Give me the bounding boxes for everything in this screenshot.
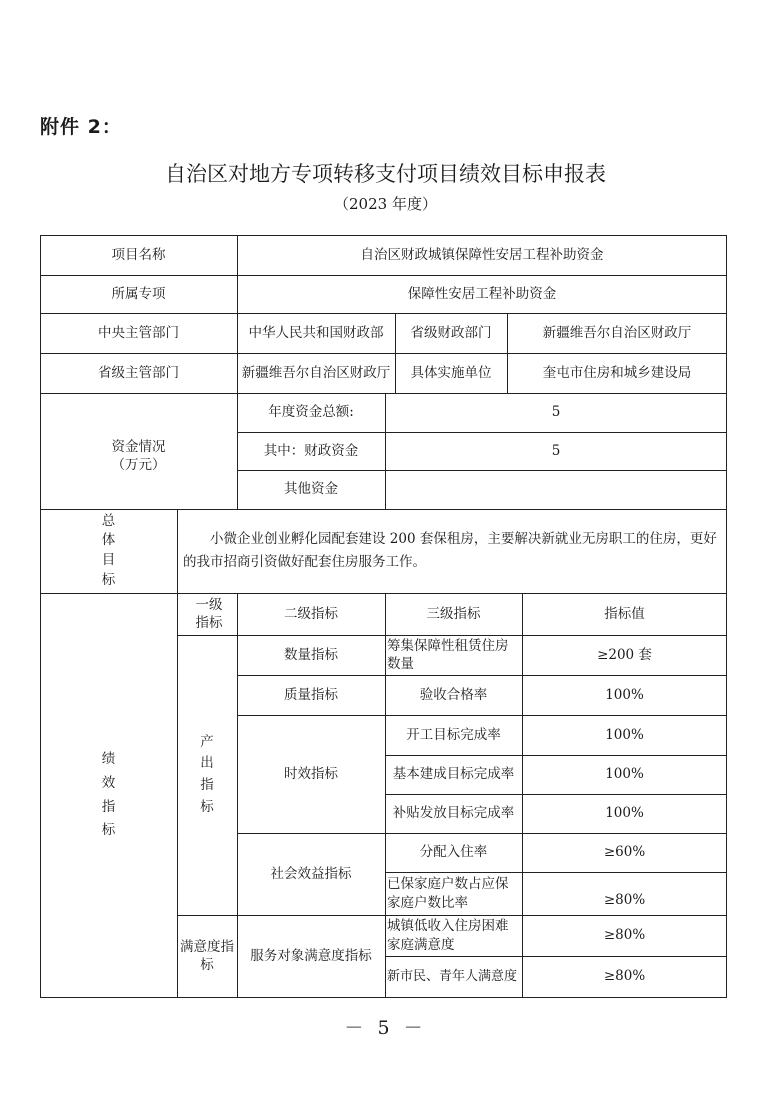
output-indicator-label: 产 出 指 标 bbox=[200, 733, 214, 815]
group-service: 服务对象满意度指标 bbox=[250, 947, 372, 964]
value-row-9: ≥80% bbox=[603, 968, 646, 985]
group-timeliness: 时效指标 bbox=[284, 765, 338, 782]
finance-funds-value: 5 bbox=[551, 442, 561, 459]
value-row-6: ≥60% bbox=[603, 844, 646, 861]
special-value: 保障性安居工程补助资金 bbox=[407, 285, 557, 302]
value-row-8: ≥80% bbox=[603, 927, 646, 944]
header-value: 指标值 bbox=[604, 605, 645, 622]
level3-row-5: 补贴发放目标完成率 bbox=[392, 805, 515, 822]
value-row-4: 100% bbox=[605, 766, 644, 783]
overall-goal-text: 小微企业创业孵化园配套建设 200 套保租房，主要解决新就业无房职工的住房，更好的我市招商引资做好配套住房服务工作。 bbox=[183, 531, 717, 570]
level3-row-3: 开工目标完成率 bbox=[406, 726, 501, 743]
value-row-5: 100% bbox=[605, 805, 644, 822]
funds-label bbox=[40, 393, 237, 509]
group-quality: 质量指标 bbox=[284, 686, 338, 703]
document-year: （2023 年度） bbox=[334, 195, 437, 213]
value-row-7: ≥80% bbox=[603, 892, 646, 909]
impl-unit-value: 奎屯市住房和城乡建设局 bbox=[542, 364, 692, 381]
header-level3: 三级指标 bbox=[426, 605, 481, 622]
other-funds-label: 其他资金 bbox=[284, 481, 338, 498]
prov-dept-value: 新疆维吾尔自治区财政厅 bbox=[241, 364, 391, 381]
value-row-2: 100% bbox=[605, 686, 644, 703]
annual-total-label: 年度资金总额: bbox=[268, 404, 354, 421]
attachment-label: 附件 2： bbox=[40, 116, 122, 138]
funds-label-line2: （万元） bbox=[111, 457, 166, 473]
satisfaction-indicator-label: 满意度指 标 bbox=[180, 938, 234, 973]
level3-row-1: 筹集保障性租赁住房数量 bbox=[387, 637, 509, 672]
other-funds-value bbox=[385, 470, 727, 509]
project-name-value: 自治区财政城镇保障性安居工程补助资金 bbox=[360, 246, 604, 263]
value-row-3: 100% bbox=[605, 726, 644, 743]
performance-table bbox=[40, 235, 727, 998]
document-title: 自治区对地方专项转移支付项目绩效目标申报表 bbox=[165, 162, 606, 186]
header-level1: 一级指标 bbox=[195, 596, 223, 631]
annual-total-value: 5 bbox=[551, 404, 561, 421]
prov-finance-label: 省级财政部门 bbox=[410, 324, 492, 341]
group-social: 社会效益指标 bbox=[270, 865, 352, 882]
level3-row-7: 已保家庭户数占应保家庭户数比率 bbox=[387, 876, 509, 911]
special-label: 所属专项 bbox=[111, 285, 166, 302]
group-quantity: 数量指标 bbox=[284, 646, 338, 663]
central-dept-value: 中华人民共和国财政部 bbox=[248, 324, 384, 341]
page-number: － 5 － bbox=[344, 1017, 427, 1039]
impl-unit-label: 具体实施单位 bbox=[410, 364, 492, 381]
level3-row-8: 城镇低收入住房困难家庭满意度 bbox=[387, 918, 509, 953]
level3-row-6: 分配入住率 bbox=[419, 844, 488, 861]
value-row-1: ≥200 套 bbox=[597, 646, 652, 663]
level3-row-4: 基本建成目标完成率 bbox=[392, 766, 515, 783]
performance-label: 绩 效 指 标 bbox=[101, 751, 116, 839]
central-dept-label: 中央主管部门 bbox=[98, 324, 179, 341]
prov-dept-label: 省级主管部门 bbox=[98, 364, 179, 381]
header-level2: 二级指标 bbox=[284, 605, 338, 622]
overall-goal-label: 总 体 目 标 bbox=[101, 512, 116, 588]
finance-funds-label: 其中：财政资金 bbox=[263, 442, 359, 459]
project-name-label: 项目名称 bbox=[111, 246, 166, 263]
funds-label-line1: 资金情况 bbox=[111, 438, 166, 455]
level3-row-2: 验收合格率 bbox=[419, 686, 488, 703]
level3-row-9: 新市民、青年人满意度 bbox=[387, 968, 518, 984]
prov-finance-value: 新疆维吾尔自治区财政厅 bbox=[542, 324, 692, 341]
